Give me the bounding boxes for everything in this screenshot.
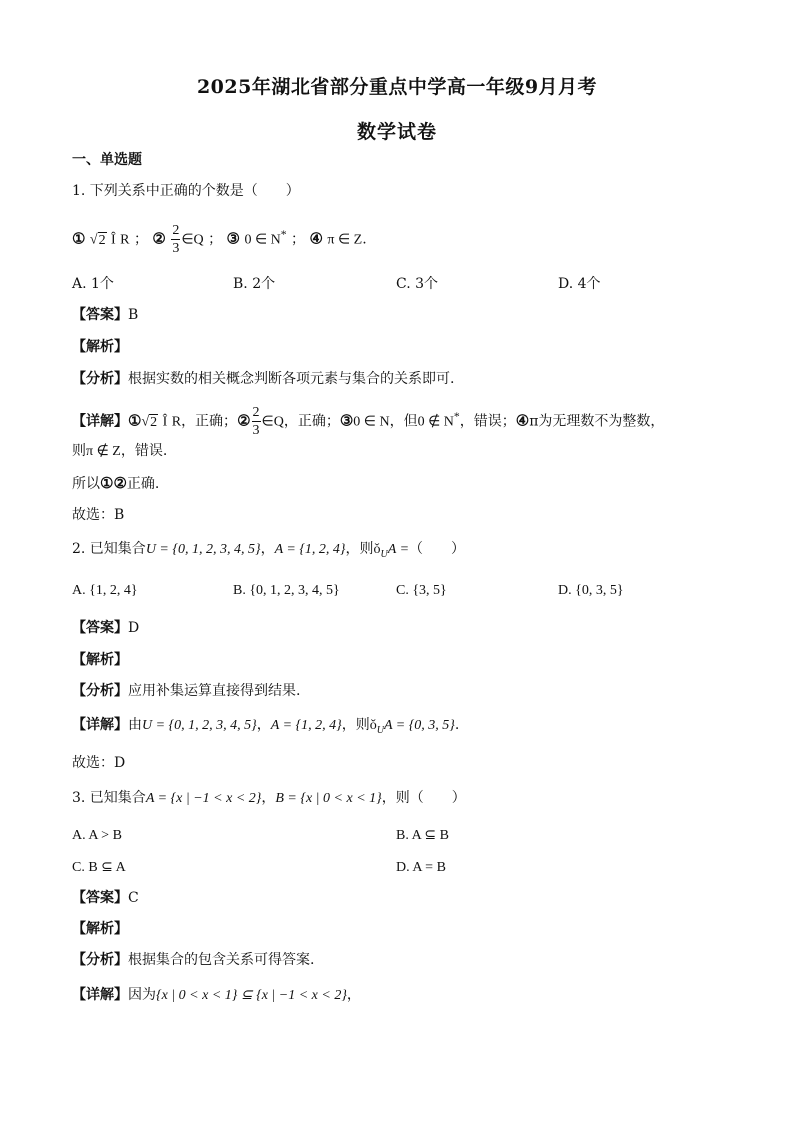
q1-detail-in-q: ∈Q	[261, 414, 284, 430]
q1-option-a: A. 1个	[72, 276, 114, 292]
q3-fenxi-label: 【分析】	[72, 952, 128, 968]
q1-period: .	[362, 231, 367, 248]
q1-item-2-marker: ②	[152, 229, 166, 248]
q1-choose: 故选：B	[72, 507, 125, 523]
q3-stem	[72, 788, 466, 809]
q1-fraction	[171, 222, 180, 257]
q1-detail-star: *	[453, 409, 460, 423]
q1-conclusion-marker-2: ②	[113, 474, 127, 492]
q1-fenxi-text: 根据实数的相关概念判断各项元素与集合的关系即可.	[128, 371, 455, 387]
q2-detail-comma: ，	[256, 717, 271, 733]
q1-detail-then: 则	[72, 443, 86, 459]
q1-option-d: D. 4个	[558, 276, 601, 292]
q2-detail-pre: 由	[128, 717, 142, 733]
q1-answer-value: B	[128, 307, 139, 323]
q3-detail-expr: {x | 0 < x < 1} ⊆ {x | −1 < x < 2}	[156, 988, 347, 1003]
q1-conclusion-pre: 所以	[72, 476, 100, 492]
q1-item-4-marker: ④	[309, 229, 323, 248]
q1-sep-1: ；	[133, 231, 148, 248]
q2-stem	[72, 539, 465, 565]
q2-option-d: D. {0, 3, 5}	[558, 583, 624, 598]
q2-u-set: U = {0, 1, 2, 3, 4, 5}	[145, 542, 261, 557]
q2-fenxi-label: 【分析】	[72, 683, 128, 699]
q2-option-b: B. {0, 1, 2, 3, 4, 5}	[233, 583, 340, 598]
section-heading: 一、单选题	[72, 152, 142, 168]
exam-title: 2025年湖北省部分重点中学高一年级9月月考	[196, 76, 598, 98]
q1-sqrt: √2	[89, 232, 106, 248]
q2-detail-a-set: A = {1, 2, 4}	[270, 718, 342, 733]
q1-detail-set-r: R	[171, 414, 182, 430]
q3-b-set: B = {x | 0 < x < 1}	[275, 791, 382, 806]
q1-answer-label: 【答案】	[72, 307, 128, 323]
q1-detail-marker-2: ②	[237, 411, 251, 430]
q2-detail-complement: ǒ	[369, 718, 377, 733]
q1-answer	[72, 305, 138, 325]
q1-detail-zero-in-n: 0 ∈ N	[353, 414, 390, 430]
q2-complement-symbol: ǒ	[373, 542, 381, 557]
q2-detail	[72, 715, 459, 741]
q1-option-c: C. 3个	[396, 276, 439, 292]
q1-detail-marker-4: ④	[515, 411, 530, 430]
q2-option-c: C. {3, 5}	[396, 583, 447, 598]
q1-detail-marker-1: ①	[128, 411, 142, 430]
q2-a-eq: A =	[387, 542, 410, 557]
q1-fenxi-label: 【分析】	[72, 371, 128, 387]
exam-subtitle: 数学试卷	[356, 121, 437, 143]
q1-detail-pi-text: π为无理数不为整数，	[529, 413, 665, 430]
q2-detail-label: 【详解】	[72, 717, 128, 733]
q2-answer-label: 【答案】	[72, 620, 128, 636]
q3-answer-value: C	[128, 890, 139, 906]
q1-set-r: R	[120, 232, 130, 248]
q1-detail-wrong-2: ，错误.	[120, 443, 168, 459]
q1-detail-sqrt: √2	[141, 414, 158, 430]
q1-item-1-marker: ①	[72, 229, 86, 248]
q2-fenxi-text: 应用补集运算直接得到结果.	[128, 683, 301, 699]
q1-detail-line-2	[72, 441, 167, 462]
q1-detail-correct-1: ，正确；	[181, 413, 238, 430]
q2-complement-sub: U	[380, 548, 388, 560]
q3-option-d: D. A = B	[396, 860, 446, 875]
q1-detail-frac-num: 2	[252, 405, 260, 420]
q3-option-b: B. A ⊆ B	[396, 828, 449, 843]
q3-detail	[72, 985, 361, 1006]
q3-fenxi	[72, 950, 314, 970]
q3-stem-post: ，则（ ）	[381, 790, 466, 806]
q1-detail-line-1	[72, 404, 664, 439]
q1-detail-pi-notin: π ∉ Z	[86, 444, 121, 459]
q2-option-a: A. {1, 2, 4}	[72, 583, 138, 598]
q2-comma: ，	[260, 541, 275, 557]
q3-stem-pre: 3. 已知集合	[72, 790, 146, 806]
q3-comma: ，	[261, 790, 276, 806]
q2-stem-post: （ ）	[409, 541, 466, 557]
q1-frac-den: 3	[172, 241, 180, 256]
q1-stem: 1. 下列关系中正确的个数是（ ）	[72, 183, 300, 199]
q1-detail-but: ，但	[389, 413, 418, 430]
q1-analysis-label: 【解析】	[72, 339, 128, 355]
q3-detail-pre: 因为	[128, 987, 156, 1003]
q2-stem-mid: ，则	[345, 541, 374, 557]
q1-detail-wrong: ，错误；	[459, 413, 516, 430]
q2-analysis-label: 【解析】	[72, 652, 128, 668]
q1-in-q: ∈Q	[181, 232, 204, 248]
q3-detail-label: 【详解】	[72, 987, 128, 1003]
q1-statements	[72, 222, 367, 257]
q2-answer-value: D	[128, 620, 140, 636]
q1-sep-2: ；	[208, 231, 223, 248]
q1-detail-zero-notin: 0 ∉ N	[417, 414, 454, 430]
q1-detail-marker-3: ③	[339, 411, 354, 430]
q3-answer	[72, 888, 139, 908]
q1-conclusion-post: 正确.	[126, 476, 160, 492]
q1-frac-num: 2	[172, 223, 180, 238]
q1-option-b: B. 2个	[233, 276, 276, 292]
q3-a-set: A = {x | −1 < x < 2}	[145, 791, 262, 806]
q2-choose: 故选：D	[72, 755, 126, 771]
q2-stem-pre: 2. 已知集合	[72, 541, 146, 557]
q2-detail-complement-sub: U	[376, 724, 384, 736]
q1-detail-garbled: Î	[162, 414, 168, 430]
q3-fenxi-text: 根据集合的包含关系可得答案.	[128, 952, 315, 968]
q1-item-3-marker: ③	[226, 229, 240, 248]
q1-pi-in-z: π ∈ Z	[327, 232, 363, 248]
q2-fenxi	[72, 681, 300, 701]
q3-analysis-label: 【解析】	[72, 921, 128, 937]
q2-detail-u-set: U = {0, 1, 2, 3, 4, 5}	[142, 718, 257, 733]
q1-garbled-symbol: Î	[111, 232, 116, 248]
q2-detail-then: ，则	[341, 717, 370, 733]
q1-detail-sqrt-arg: 2	[150, 414, 158, 430]
q2-detail-period: .	[454, 717, 460, 733]
q1-conclusion	[72, 473, 159, 494]
q3-option-c: C. B ⊆ A	[72, 860, 126, 875]
q1-conclusion-marker-1: ①	[100, 474, 114, 492]
q2-a-set: A = {1, 2, 4}	[274, 542, 346, 557]
q1-zero-in-n: 0 ∈ N	[244, 232, 281, 248]
q3-detail-post: ，	[346, 987, 361, 1003]
q3-option-a: A. A > B	[72, 828, 122, 843]
q1-fenxi	[72, 369, 454, 389]
q1-detail-fraction	[252, 404, 261, 439]
q1-sep-3: ；	[291, 231, 306, 248]
q1-detail-label: 【详解】	[72, 413, 128, 430]
q1-detail-correct-2: ，正确；	[283, 413, 340, 430]
q1-detail-frac-den: 3	[252, 423, 260, 438]
q1-sqrt-arg: 2	[98, 232, 106, 248]
q3-answer-label: 【答案】	[72, 890, 128, 906]
q2-detail-result: A = {0, 3, 5}	[383, 718, 455, 733]
q1-star: *	[280, 227, 287, 241]
q2-answer	[72, 618, 139, 638]
